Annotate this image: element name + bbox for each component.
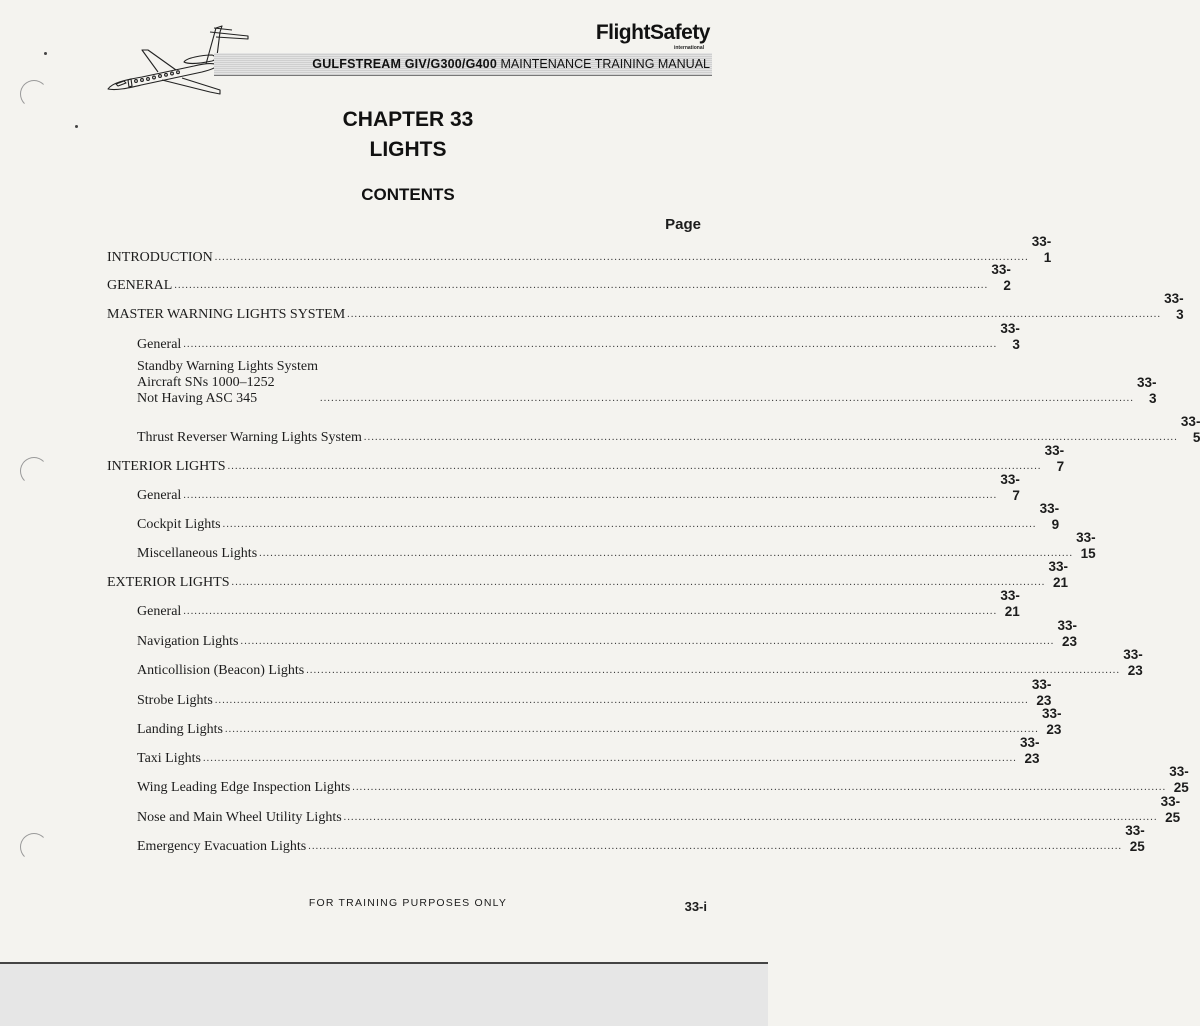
toc-entry-page: 33-23 — [1041, 706, 1062, 737]
toc-entry-title-line: Wing Leading Edge Inspection Lights — [137, 780, 351, 795]
toc-leader-dots: ............................................................................................................................................................................................................................ — [224, 724, 1039, 735]
toc-leader-dots: ............................................................................................................................................................................................................................ — [320, 393, 1135, 404]
toc-leader-dots: ............................................................................................................................................................................................................................ — [347, 309, 1162, 320]
toc-leader-dots: ............................................................................................................................................................................................................................ — [183, 606, 998, 617]
toc-entry-title-line: Thrust Reverser Warning Lights System — [137, 430, 362, 445]
toc-entry-page: 33-21 — [1048, 559, 1069, 590]
toc-entry-page: 33-25 — [1169, 764, 1189, 795]
toc-entry-title-line: Miscellaneous Lights — [137, 546, 258, 561]
toc-entry-page: 33-3 — [1137, 375, 1157, 406]
toc-entry — [137, 321, 1020, 353]
toc-entry-title — [137, 810, 342, 826]
toc-leader-dots: ............................................................................................................................................................................................................................ — [306, 665, 1121, 676]
toc-entry-title — [137, 780, 350, 796]
toc-entry-title-line: INTERIOR LIGHTS — [107, 459, 226, 474]
scan-speck — [44, 52, 47, 55]
toc-entry — [137, 588, 1020, 620]
toc-leader-dots: ............................................................................................................................................................................................................................ — [183, 339, 998, 350]
punch-hole-mark — [20, 833, 48, 861]
punch-hole-mark — [20, 457, 48, 485]
footer-notice: FOR TRAINING PURPOSES ONLY — [308, 897, 508, 909]
toc-entry — [137, 647, 1143, 679]
toc-entry-page: 33-3 — [1000, 321, 1020, 352]
toc-entry-title — [107, 575, 230, 591]
scan-speck — [75, 125, 78, 128]
toc-entry — [107, 291, 1184, 323]
manual-title-rest: MAINTENANCE TRAINING MANUAL — [497, 57, 710, 71]
toc-entry-title-line: Not Having ASC 345 — [137, 391, 258, 406]
manual-title-aircraft: GULFSTREAM GIV/G300/G400 — [312, 57, 497, 71]
toc-entry-title — [137, 693, 213, 709]
toc-leader-dots: ............................................................................................................................................................................................................................ — [231, 577, 1046, 588]
toc-entry — [137, 677, 1052, 709]
toc-entry-page: 33-7 — [1000, 472, 1020, 503]
toc-entry-page: 33-23 — [1019, 735, 1040, 766]
toc-entry-page: 33-23 — [1031, 677, 1052, 708]
toc-entry — [137, 472, 1020, 504]
toc-entry — [137, 823, 1145, 855]
toc-leader-dots: ............................................................................................................................................................................................................................ — [202, 753, 1017, 764]
toc-entry-title — [137, 546, 257, 562]
toc-leader-dots: ............................................................................................................................................................................................................................ — [214, 252, 1029, 263]
toc-entry — [107, 443, 1065, 475]
toc-entry — [107, 234, 1052, 266]
toc-entry-page: 33-23 — [1123, 647, 1143, 678]
toc-entry-page: 33-21 — [1000, 588, 1020, 619]
toc-entry-title — [137, 337, 181, 353]
chapter-subject: LIGHTS — [369, 138, 447, 161]
toc-leader-dots: ............................................................................................................................................................................................................................ — [259, 548, 1074, 559]
page-column-heading: Page — [665, 216, 701, 233]
toc-entry-title — [107, 307, 345, 323]
toc-entry-title-line: Emergency Evacuation Lights — [137, 839, 307, 854]
toc-entry-page: 33-25 — [1125, 823, 1145, 854]
contents-heading: CONTENTS — [361, 185, 455, 204]
toc-entry-title — [107, 459, 226, 475]
toc-entry-page: 33-15 — [1076, 530, 1096, 561]
toc-entry-title — [137, 359, 318, 407]
toc-entry-title-line: Anticollision (Beacon) Lights — [137, 663, 305, 678]
chapter-number: CHAPTER 33 — [342, 108, 474, 131]
toc-entry-title — [137, 604, 181, 620]
toc-entry-title-line: Strobe Lights — [137, 693, 213, 708]
toc-leader-dots: ............................................................................................................................................................................................................................ — [183, 490, 998, 501]
toc-entry-title — [137, 839, 306, 855]
toc-entry — [137, 794, 1181, 826]
toc-leader-dots: ............................................................................................................................................................................................................................ — [343, 812, 1158, 823]
toc-entry-page: 33-7 — [1044, 443, 1065, 474]
toc-entry — [107, 559, 1069, 591]
toc-entry-title — [137, 430, 362, 446]
toc-entry-title — [137, 751, 201, 767]
toc-entry-title-line: General — [137, 337, 182, 352]
toc-entry-title-line: General — [137, 604, 182, 619]
toc-entry-page: 33-23 — [1057, 618, 1078, 649]
toc-entry-title-line: Cockpit Lights — [137, 517, 221, 532]
toc-entry — [107, 262, 1011, 294]
toc-entry-title-line: Landing Lights — [137, 722, 223, 737]
toc-entry-page: 33-5 — [1180, 414, 1200, 445]
toc-entry — [137, 530, 1096, 562]
toc-leader-dots: ............................................................................................................................................................................................................................ — [174, 280, 989, 291]
toc-entry — [137, 735, 1040, 767]
manual-title — [312, 57, 710, 71]
toc-entry — [137, 618, 1078, 650]
toc-entry-title — [137, 722, 223, 738]
brand-name: FlightSafety — [595, 21, 710, 44]
toc-entry-title — [137, 488, 181, 504]
toc-entry-title-line: MASTER WARNING LIGHTS SYSTEM — [107, 307, 346, 322]
toc-entry-title — [107, 250, 213, 266]
toc-entry — [137, 355, 1157, 407]
toc-entry-title-line: Standby Warning Lights System — [137, 359, 319, 374]
toc-entry-page: 33-9 — [1039, 501, 1060, 532]
toc-entry-title-line: INTRODUCTION — [107, 250, 213, 265]
toc-entry-title-line: GENERAL — [107, 278, 173, 293]
page-number: 33-i — [684, 899, 707, 914]
toc-entry — [137, 764, 1189, 796]
toc-entry-title — [137, 517, 221, 533]
toc-leader-dots: ............................................................................................................................................................................................................................ — [240, 636, 1055, 647]
toc-entry — [137, 414, 1200, 446]
toc-entry-page: 33-25 — [1160, 794, 1181, 825]
scan-bottom-edge — [0, 962, 768, 1026]
toc-entry-title-line: General — [137, 488, 182, 503]
brand-logo — [596, 22, 710, 51]
punch-hole-mark — [20, 80, 48, 108]
toc-entry-title — [107, 278, 172, 294]
toc-entry-page: 33-2 — [991, 262, 1011, 293]
toc-entry-title-line: Aircraft SNs 1000–1252 — [137, 375, 275, 390]
toc-entry-title-line: Navigation Lights — [137, 634, 239, 649]
toc-entry-title-line: EXTERIOR LIGHTS — [107, 575, 230, 590]
toc-entry-title-line: Nose and Main Wheel Utility Lights — [137, 810, 342, 825]
toc-leader-dots: ............................................................................................................................................................................................................................ — [308, 841, 1123, 852]
toc-leader-dots: ............................................................................................................................................................................................................................ — [214, 695, 1029, 706]
toc-entry-title — [137, 634, 239, 650]
toc-entry-title — [137, 663, 304, 679]
toc-leader-dots: ............................................................................................................................................................................................................................ — [363, 432, 1178, 443]
toc-entry-page: 33-3 — [1164, 291, 1184, 322]
brand-subtitle: international — [673, 45, 704, 51]
toc-leader-dots: ............................................................................................................................................................................................................................ — [222, 519, 1037, 530]
toc-entry-page: 33-1 — [1031, 234, 1052, 265]
toc-entry — [137, 706, 1062, 738]
toc-entry — [137, 501, 1060, 533]
header-rule — [214, 75, 712, 76]
toc-entry-title-line: Taxi Lights — [137, 751, 201, 766]
toc-leader-dots: ............................................................................................................................................................................................................................ — [352, 782, 1167, 793]
toc-leader-dots: ............................................................................................................................................................................................................................ — [227, 461, 1042, 472]
